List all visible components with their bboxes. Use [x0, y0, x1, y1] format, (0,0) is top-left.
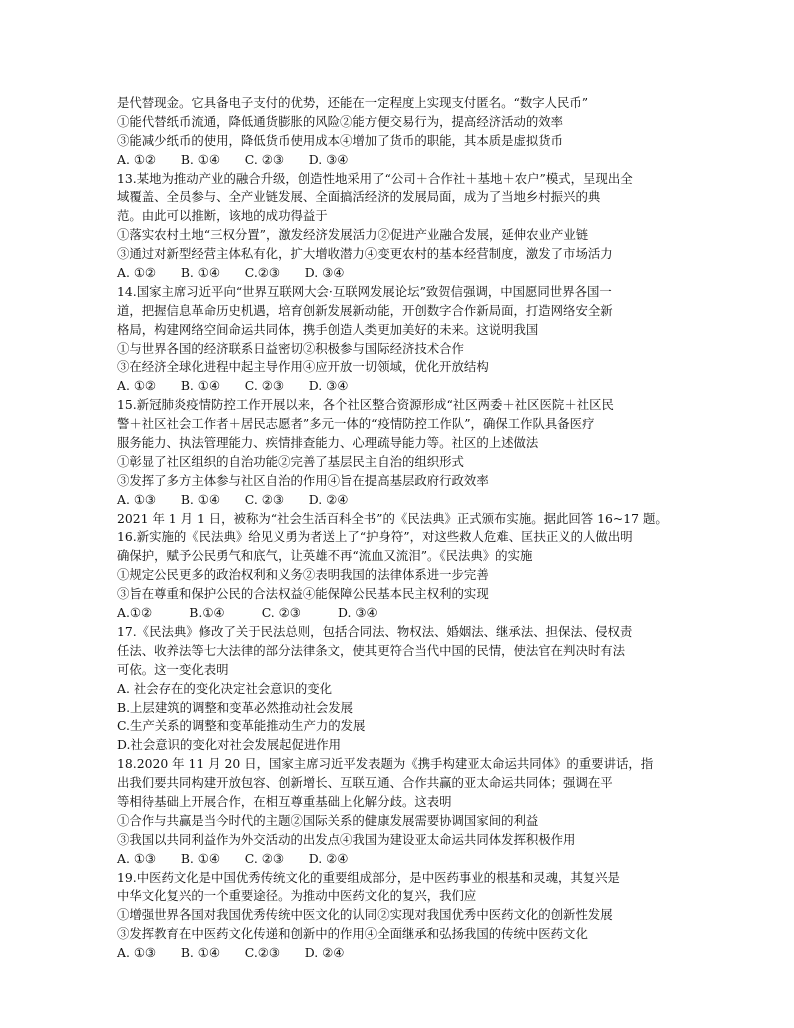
question-19: 19.中医药文化是中国优秀传统文化的重要组成部分，是中医药事业的根基和灵魂，其复兴是 [117, 869, 620, 885]
text-line: 任法、收养法等七大法律的部分法律条文，使其更符合当代中国的民情，使法官在判决时有法 [117, 642, 626, 658]
text-line: 可依。这一变化表明 [117, 661, 229, 677]
answer-choices: A. ①③ B. ①④ C.②③ D. ②④ [117, 945, 345, 961]
text-line: 范。由此可以推断，该地的成功得益于 [117, 208, 328, 224]
option-line: ③发挥了多方主体参与社区自治的作用④旨在提高基层政府行政效率 [117, 472, 489, 488]
choice-c: C.生产关系的调整和变革能推动生产力的发展 [117, 718, 366, 734]
answer-choices: A. ①③ B. ①④ C. ②③ D. ②④ [117, 850, 349, 866]
option-line: ③发挥教育在中医药文化传递和创新中的作用④全面继承和弘扬我国的传统中医药文化 [117, 926, 588, 942]
text-line: 中华文化复兴的一个重要途径。为推动中医药文化的复兴，我们应 [117, 888, 477, 904]
question-17: 17.《民法典》修改了关于民法总则，包括合同法、物权法、婚姻法、继承法、担保法、侵权责 [117, 623, 633, 639]
option-line: ①合作与共赢是当今时代的主题②国际关系的健康发展需要协调国家间的利益 [117, 812, 539, 828]
question-14: 14.国家主席习近平向“世界互联网大会·互联网发展论坛”致贺信强调，中国愿同世界各国一 [117, 283, 612, 299]
material-intro: 2021 年 1 月 1 日，被称为“社会生活百科全书”的《民法典》正式颁布实施。据此回答 16~17 题。 [117, 510, 668, 526]
option-line: ③旨在尊重和保护公民的合法权益④能保障公民基本民主权利的实现 [117, 586, 489, 602]
option-line: ①能代替纸币流通，降低通货膨胀的风险②能方便交易行为，提高经济活动的效率 [117, 113, 564, 129]
text-line: 格局，构建网络空间命运共同体，携手创造人类更加美好的未来。这说明我国 [117, 321, 539, 337]
option-line: ③在经济全球化进程中起主导作用④应开放一切领域，优化开放结构 [117, 359, 489, 375]
question-15: 15.新冠肺炎疫情防控工作开展以来，各个社区整合资源形成“社区两委＋社区医院＋社区民 [117, 397, 614, 413]
option-line: ①增强世界各国对我国优秀传统中医文化的认同②实现对我国优秀中医药文化的创新性发展 [117, 907, 613, 923]
choice-b: B.上层建筑的调整和变革必然推动社会发展 [117, 699, 354, 715]
text-line: 确保护，赋予公民勇气和底气，让英雄不再“流血又流泪”。《民法典》的实施 [117, 548, 533, 564]
choice-d: D.社会意识的变化对社会发展起促进作用 [117, 737, 342, 753]
answer-choices: A. ①② B. ①④ C. ②③ D. ③④ [117, 151, 349, 167]
option-line: ①彰显了社区组织的自治功能②完善了基层民主自治的组织形式 [117, 453, 464, 469]
choice-a: A. 社会存在的变化决定社会意识的变化 [117, 680, 333, 696]
answer-choices: A. ①② B. ①④ C. ②③ D. ③④ [117, 378, 349, 394]
option-line: ①与世界各国的经济联系日益密切②积极参与国际经济技术合作 [117, 340, 464, 356]
text-line: 出我们要共同构建开放包容、创新增长、互联互通、合作共赢的亚太命运共同体；强调在平 [117, 775, 613, 791]
exam-page [117, 94, 687, 963]
question-13: 13.某地为推动产业的融合升级，创造性地采用了“公司＋合作社＋基地＋农户”模式，呈现出全 [117, 170, 633, 186]
answer-choices: A. ①③ B. ①④ C. ②③ D. ②④ [117, 491, 349, 507]
text-line: 服务能力、执法管理能力、疾情排查能力、心理疏导能力等。社区的上述做法 [117, 435, 539, 451]
option-line: ③我国以共同利益作为外交活动的出发点④我国为建设亚太命运共同体发挥积极作用 [117, 831, 576, 847]
text-line: 道，把握信息革命历史机遇，培育创新发展新动能，开创数字合作新局面，打造网络安全新 [117, 302, 613, 318]
answer-choices: A. ①② B. ①④ C.②③ D. ③④ [117, 265, 345, 281]
option-line: ③能减少纸币的使用，降低货币使用成本④增加了货币的职能，其本质是虚拟货币 [117, 132, 564, 148]
text-line: 等相待基础上开展合作，在相互尊重基础上化解分歧。这表明 [117, 793, 452, 809]
option-line: ③通过对新型经营主体私有化，扩大增收潜力④变更农村的基本经营制度，激发了市场活力 [117, 246, 613, 262]
text-line: 是代替现金。它具备电子支付的优势，还能在一定程度上实现支付匿名。“数字人民币” [117, 95, 589, 110]
answer-choices: A.①② B.①④ C. ②③ D. ③④ [117, 605, 378, 621]
option-line: ①规定公民更多的政治权利和义务②表明我国的法律体系进一步完善 [117, 567, 489, 583]
text-line: 域覆盖、全员参与、全产业链发展、全面搞活经济的发展局面，成为了当地乡村振兴的典 [117, 189, 601, 205]
question-18: 18.2020 年 11 月 20 日，国家主席习近平发表题为《携手构建亚太命运共同体》的重要讲话，指 [117, 756, 654, 772]
question-16: 16.新实施的《民法典》给见义勇为者送上了“护身符”，对这些救人危难、匡扶正义的人做出明 [117, 529, 633, 545]
option-line: ①落实农村土地“三权分置”，激发经济发展活力②促进产业融合发展，延伸农业产业链 [117, 227, 589, 243]
text-line: 警＋社区社会工作者＋居民志愿者”多元一体的“疫情防控工作队”，确保工作队具备医疗 [117, 416, 595, 432]
